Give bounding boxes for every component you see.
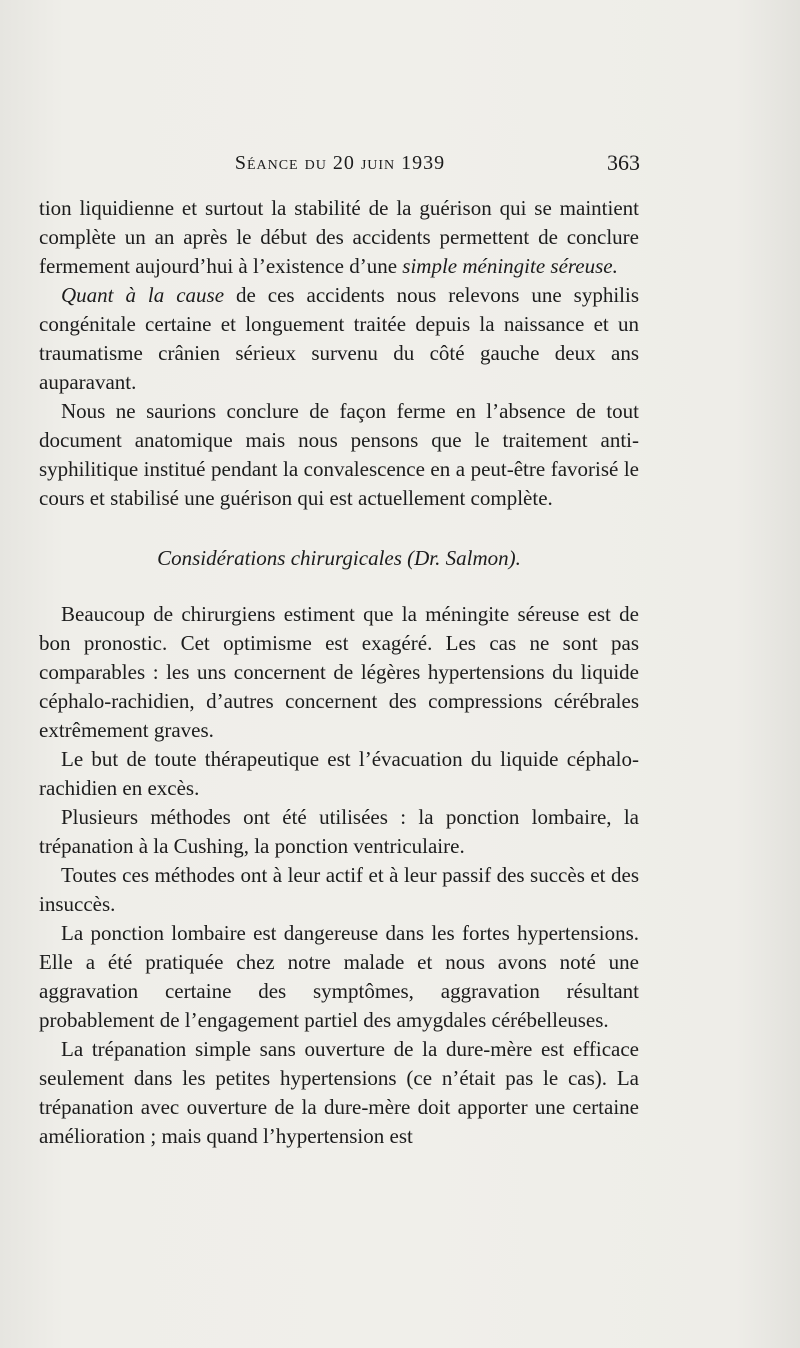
paragraph-2-italic: Quant à la cause [61, 283, 225, 307]
paragraph-6: Plusieurs méthodes ont été utilisées : la ponction lombaire, la trépanation à la Cushing, la ponction ventriculaire. [39, 805, 639, 858]
page-number: 363 [607, 150, 640, 175]
paragraph-7: Toutes ces méthodes ont à leur actif et à leur passif des succès et des insuccès. [39, 863, 639, 916]
body-text [39, 194, 639, 1151]
paragraph-4: Beaucoup de chirurgiens estiment que la méningite séreuse est de bon pronostic. Cet optimisme est exagéré. Les cas ne sont pas comparables : les uns concernent de légères hypertensions du liquide céphalo-rachidien, d’autres concernent des compressions cérébrales extrêmement graves. [39, 602, 639, 742]
paragraph-5: Le but de toute thérapeutique est l’évacuation du liquide céphalo-rachidien en excès. [39, 747, 639, 800]
paragraph-8: La ponction lombaire est dangereuse dans les fortes hypertensions. Elle a été pratiquée chez notre malade et nous avons noté une aggravation certaine des symptômes, aggravation résultant probablement de l’engagement partiel des amygdales cérébelleuses. [39, 921, 639, 1032]
paragraph-1-text: tion liquidienne et surtout la stabilité de la guérison qui se maintient complète un an après le début des accidents permettent de conclure fermement aujourd’hui à l’existence d’une [39, 196, 639, 278]
section-heading: Considérations chirurgicales (Dr. Salmon). [157, 546, 521, 570]
paragraph-3: Nous ne saurions conclure de façon ferme en l’absence de tout document anatomique mais nous pensons que le traitement anti-syphilitique institué pendant la convalescence en a peut-être favorisé le cours et stabilisé une guérison qui est actuellement complète. [39, 399, 639, 510]
page-header [40, 146, 640, 180]
paragraph-1 [39, 194, 639, 281]
paragraph-2 [39, 281, 639, 397]
paragraph-9: La trépanation simple sans ouverture de la dure-mère est efficace seulement dans les petites hypertensions (ce n’était pas le cas). La trépanation avec ouverture de la dure-mère doit apporter une certaine amélioration ; mais quand l’hypertension est [39, 1037, 639, 1148]
paragraph-2-text: de ces accidents nous relevons une syphilis congénitale certaine et longuement traitée depuis la naissance et un traumatisme crânien sérieux survenu du côté gauche deux ans auparavant. [39, 283, 639, 394]
running-title: Séance du 20 juin 1939 [234, 152, 446, 174]
paragraph-1-italic: simple méningite séreuse. [402, 254, 618, 278]
